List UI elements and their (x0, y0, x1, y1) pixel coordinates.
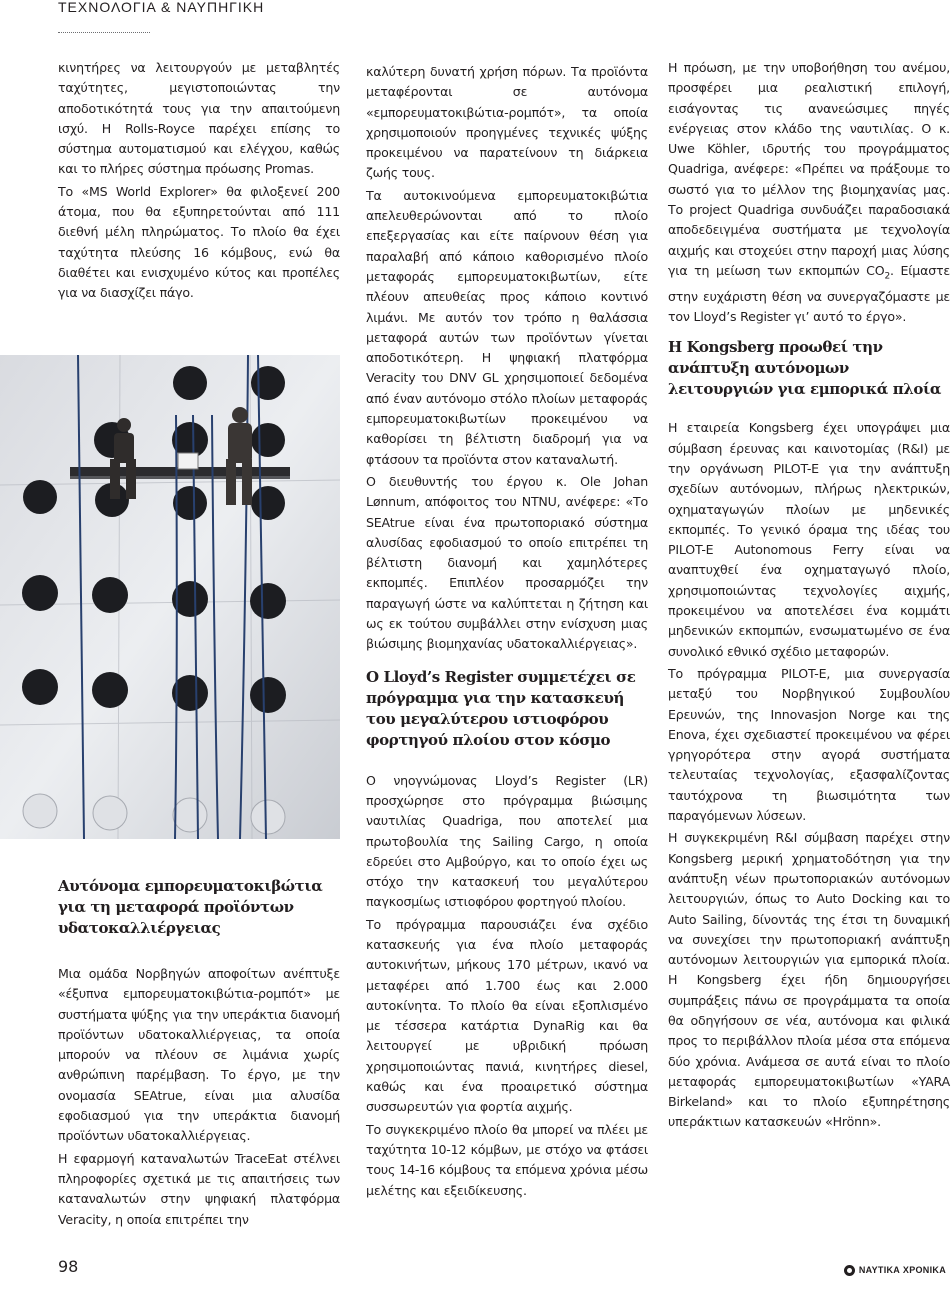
paragraph: Ο νηογνώμονας Lloyd’s Register (LR) προσχώρησε στο πρόγραμμα βιώσιμης ναυτιλίας Quadriga, που αποτελεί μια πρωτοβουλία της Sailing Cargo, η οποία εδρεύει στο Αμβούργο, και το οποίο έχει ως στόχο την κατασκευή του μεγαλύτερου παγκοσμίως ιστιοφόρου φορτηγού πλοίου. (366, 772, 648, 910)
paragraph (668, 58, 950, 327)
paragraph: Η συγκεκριμένη R&I σύμβαση παρέχει στην Kongsberg μερική χρηματοδότηση για την ανάπτυξη νέων πρωτοποριακών αυτόνομων λειτουργιών, όπως το Auto Docking και το Auto Sailing, δίνοντάς της έτσι τη δυναμική να συνεχίσει την πρωτοποριακή ανάπτυξη αυτόνομων λειτουργιών για εμπορικά πλοία. Η Kongsberg έχει ήδη δημιουργήσει συμπράξεις πάνω σε προγράμματα τα οποία θα οδηγήσουν σε νέα, αυτόνομα και φιλικά προς το περιβάλλον πλοία μέσα στα επόμενα δύο χρόνια. Ανάμεσα σε αυτά είναι το πλοίο μεταφοράς εμπορευματοκιβωτίων «YARA Birkeland» και το πλοίο εξυπηρέτησης υπεράκτιων κατασκευών «Hrönn». (668, 830, 950, 1130)
page-number: 98 (58, 1257, 79, 1276)
paragraph: κινητήρες να λειτουργούν με μεταβλητές ταχύτητες, μεγιστοποιώντας την αποδοτικότητά τους για την απαιτούμενη ισχύ. Η Rolls-Royce παρέχει επίσης το σύστημα αυτοματισμού και ελέγχου, καθώς και το πλήρες σύστημα πρόωσης Promas. (58, 60, 340, 177)
section-header: ΤΕΧΝΟΛΟΓΙΑ & ΝΑΥΠΗΓΙΚΗ (58, 0, 265, 15)
article-heading: Ο Lloyd’s Register συμμετέχει σε πρόγραμμα για την κατασκευή του μεγαλύτερου ιστιοφόρου φορτηγού πλοίου στον κόσμο (366, 667, 636, 749)
column-1 (58, 58, 340, 306)
publication-brand (844, 1262, 946, 1278)
article-heading: Η Kongsberg προωθεί την ανάπτυξη αυτόνομων λειτουργιών για εμπορικά πλοία (668, 338, 942, 399)
subscript: 2 (884, 271, 890, 282)
paragraph: Μια ομάδα Νορβηγών αποφοίτων ανέπτυξε «έξυπνα εμπορευματοκιβώτια-ρομπότ» με συστήματα ψύξης για την υπεράκτια διανομή προϊόντων υδατοκαλλιέργειας, τα οποία μπορούν να πλέουν σε λιμάνια χωρίς ανθρώπινη παρέμβαση. Το έργο, με την ονομασία SEAtrue, είναι μια αλυσίδα εφοδιασμού για την υπεράκτια διανομή προϊόντων υδατοκαλλιέργειας. (58, 966, 340, 1144)
paragraph: Το πρόγραμμα παρουσιάζει ένα σχέδιο κατασκευής για ένα πλοίο μεταφοράς αυτοκινήτων, μήκους 170 μέτρων, ικανό να μεταφέρει από 1.700 έως και 2.000 αυτοκίνητα. Το πλοίο θα είναι εξοπλισμένο με τέσσερα κατάρτια DynaRig και θα λειτουργεί με υβριδική πρόωση χρησιμοποιώντας πανιά, κινητήρες diesel, καθώς και ένα προαιρετικό σύστημα συσσωρευτών για φορτία αιχμής. (366, 916, 648, 1115)
paragraph: Το πρόγραμμα PILOT-E, μια συνεργασία μεταξύ του Νορβηγικού Συμβουλίου Ερευνών, της Innovasjon Norge και της Enova, έχει σχεδιαστεί προκειμένου να φέρει γρηγορότερα στην αγορά συστήματα τελευταίας τεχνολογίας, εξασφαλίζοντας ταυτόχρονα τη βιωσιμότητα των παραγόμενων λύσεων. (668, 665, 950, 824)
column-1-bottom (58, 964, 340, 1232)
paragraph: Τα αυτοκινούμενα εμπορευματοκιβώτια απελευθερώνονται από το πλοίο επεξεργασίας και είτε παίρνουν θέση για παραλαβή από κάποιο καθορισμένο πλοίο μεταφοράς εμπορευματοκιβωτίων, είτε πλέουν απευθείας προς κάποιο κοντινό λιμάνι. Με αυτόν τον τρόπο η θαλάσσια μεταφορά αυτών των προϊόντων γίνεται αποδοτικότερη. Η ψηφιακή πλατφόρμα Veracity του DNV GL χρησιμοποιεί δεδομένα από έναν αυτόνομο στόλο πλοίων μεταφοράς εμπορευματοκιβωτίων προκειμένου να καθορίσει τη βέλτιστη διαδρομή για να φτάσουν τα προϊόντα στον καταναλωτή. (366, 187, 648, 467)
article-heading: Αυτόνομα εμπορευματοκιβώτια για τη μεταφορά προϊόντων υδατοκαλλιέργειας (58, 877, 323, 937)
paragraph: Η εταιρεία Kongsberg έχει υπογράψει μια σύμβαση έρευνας και καινοτομίας (R&I) με την οργάνωση PILOT-E για την ανάπτυξη σχεδίων αυτόνομων, πλήρως ηλεκτρικών, οχηματαγωγών πλοίων με μηδενικές εκπομπές. Το γενικό όραμα της ιδέας του PILOT-E Autonomous Ferry είναι να αναπτυχθεί ένα οχηματαγωγό πλοίο, χρησιμοποιώντας τεχνολογίες αιχμής, προκειμένου να αποτελέσει ένα κομμάτι μηδενικών εκπομπών, ενσωματωμένο σε ένα συνολικό εθνικό σχέδιο μεταφορών. (668, 420, 950, 659)
paragraph: καλύτερη δυνατή χρήση πόρων. Τα προϊόντα μεταφέρονται σε αυτόνομα «εμπορευματοκιβώτια-ρομπότ», τα οποία χρησιμοποιούν προηγμένες τεχνικές ψύξης προκειμένου να παρατείνουν τη διάρκεια ζωής τους. (366, 64, 648, 181)
paragraph: Η εφαρμογή καταναλωτών TraceEat στέλνει πληροφορίες σχετικά με τις απαιτήσεις των καταναλωτών στην ψηφιακή πλατφόρμα Veracity, η οποία επιτρέπει την (58, 1150, 340, 1227)
column-2 (366, 62, 648, 1203)
brand-logo-icon (844, 1265, 855, 1276)
header-divider (58, 32, 150, 33)
text-span: . Είμαστε στην ευχάριστη θέση να συνεργαζόμαστε με τον Lloyd’s Register γι’ αυτό το έργο». (668, 262, 950, 325)
column-3 (668, 58, 950, 1135)
paragraph: Ο διευθυντής του έργου κ. Ole Johan Lønnum, απόφοιτος του NTNU, ανέφερε: «Το SEAtrue είναι ένα πρωτοποριακό σύστημα αλυσίδας εφοδιασμού το οποίο επιτρέπει τη βέλτιστη διανομή και χαμηλότερες εκπομπές. Επιπλέον προσαρμόζει την παραγωγή ώστε να καλύπτεται η ζήτηση και ως εκ τούτου συμβάλλει στην ενίσχυση μιας βιώσιμης βιομηχανίας υδατοκαλλιέργειας». (366, 473, 648, 652)
paragraph: Το συγκεκριμένο πλοίο θα μπορεί να πλέει με ταχύτητα 10-12 κόμβων, με στόχο να φτάσει τους 14-16 κόμβους τα επόμενα χρόνια μέσω μελέτης και εξειδίκευσης. (366, 1121, 648, 1198)
text-span: Η πρόωση, με την υποβοήθηση του ανέμου, προσφέρει μια ρεαλιστική επιλογή, εισάγοντας τις ανανεώσιμες πηγές ενέργειας στον κλάδο της ναυτιλίας. Ο κ. Uwe Köhler, ιδρυτής του προγράμματος Quadriga, ανέφερε: «Πρέπει να πράξουμε το σωστό για το μέλλον της βιομηχανίας μας. Το project Quadriga συνδυάζει παραδοσιακά αποδεδειγμένα συστήματα με τεχνολογία αιχμής και στοχεύει στην παροχή μιας λύσης για τη μείωση των εκπομπών CO (668, 60, 950, 278)
brand-name: ΝΑΥΤΙΚΑ ΧΡΟΝΙΚΑ (858, 1265, 946, 1275)
paragraph: Το «MS World Explorer» θα φιλοξενεί 200 άτομα, που θα εξυπηρετούνται από 111 διεθνή μέλη πληρώματος. Το πλοίο θα έχει ταχύτητα πλεύσης 16 κόμβους, ενώ θα διαθέτει και ενισχυμένο κύτος και προπέλες για να διασχίζει πάγο. (58, 183, 340, 301)
ship-hull-photo (0, 355, 340, 839)
